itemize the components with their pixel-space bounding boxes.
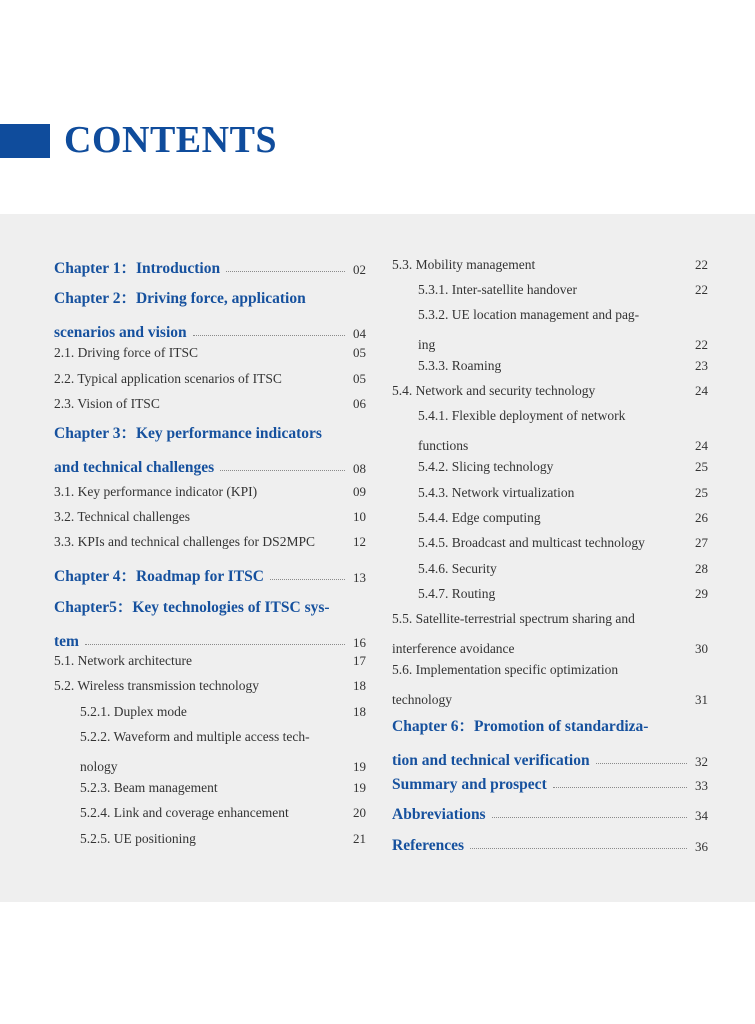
page-title: CONTENTS [64,119,278,161]
toc-panel [0,214,755,902]
toc-entry-5-2-2[interactable]: 5.2.2. Waveform and multiple access tech- nology 19 [80,729,366,774]
dot-leader [220,470,345,471]
toc-entry-references[interactable]: References 36 [392,837,708,854]
toc-entry-abbreviations[interactable]: Abbreviations 34 [392,806,708,823]
toc-entry-chapter-5[interactable]: Chapter5：Key technologies of ITSC sys- tem 16 [54,599,366,650]
dot-leader [596,763,687,764]
toc-entry-5-4-2[interactable]: 5.4.2. Slicing technology 25 [418,459,708,474]
toc-entry-5-4[interactable]: 5.4. Network and security technology 24 [392,383,708,398]
toc-entry-3-1[interactable]: 3.1. Key performance indicator (KPI) 09 [54,484,366,499]
toc-entry-5-6[interactable]: 5.6. Implementation specific optimization technology 31 [392,662,708,707]
dot-leader [553,787,687,788]
toc-entry-5-2-3[interactable]: 5.2.3. Beam management 19 [80,780,366,795]
toc-entry-chapter-4[interactable]: Chapter 4：Roadmap for ITSC 13 [54,568,366,585]
toc-entry-5-4-6[interactable]: 5.4.6. Security 28 [418,561,708,576]
toc-entry-5-5[interactable]: 5.5. Satellite-terrestrial spectrum sharing and interference avoidance 30 [392,611,708,656]
toc-entry-5-4-3[interactable]: 5.4.3. Network virtualization 25 [418,485,708,500]
toc-left-column [54,214,366,902]
toc-entry-5-2[interactable]: 5.2. Wireless transmission technology 18 [54,678,366,693]
dot-leader [492,817,687,818]
toc-entry-3-3[interactable]: 3.3. KPIs and technical challenges for DS2MPC 12 [54,534,366,549]
toc-entry-5-4-5[interactable]: 5.4.5. Broadcast and multicast technology 27 [418,535,708,550]
title-accent-bar [0,124,50,158]
toc-entry-5-4-4[interactable]: 5.4.4. Edge computing 26 [418,510,708,525]
toc-entry-2-1[interactable]: 2.1. Driving force of ITSC 05 [54,345,366,360]
dot-leader [85,644,345,645]
dot-leader [193,335,345,336]
toc-entry-2-2[interactable]: 2.2. Typical application scenarios of ITSC 05 [54,371,366,386]
toc-entry-chapter-3[interactable]: Chapter 3：Key performance indicators and technical challenges 08 [54,425,366,476]
dot-leader [470,848,687,849]
toc-entry-summary[interactable]: Summary and prospect 33 [392,776,708,793]
toc-entry-3-2[interactable]: 3.2. Technical challenges 10 [54,509,366,524]
toc-right-column [392,214,708,902]
toc-entry-5-3-3[interactable]: 5.3.3. Roaming 23 [418,358,708,373]
toc-entry-5-4-1[interactable]: 5.4.1. Flexible deployment of network functions 24 [418,408,708,453]
toc-entry-5-2-5[interactable]: 5.2.5. UE positioning 21 [80,831,366,846]
toc-entry-5-2-1[interactable]: 5.2.1. Duplex mode 18 [80,704,366,719]
toc-entry-2-3[interactable]: 2.3. Vision of ITSC 06 [54,396,366,411]
toc-entry-5-3[interactable]: 5.3. Mobility management 22 [392,257,708,272]
toc-entry-5-3-1[interactable]: 5.3.1. Inter-satellite handover 22 [418,282,708,297]
toc-entry-chapter-1[interactable]: Chapter 1：Introduction 02 [54,260,366,277]
toc-entry-chapter-6[interactable]: Chapter 6：Promotion of standardiza- tion and technical verification 32 [392,718,708,769]
toc-entry-5-3-2[interactable]: 5.3.2. UE location management and pag- ing 22 [418,307,708,352]
toc-entry-chapter-2[interactable]: Chapter 2：Driving force, application scenarios and vision 04 [54,290,366,341]
toc-entry-5-4-7[interactable]: 5.4.7. Routing 29 [418,586,708,601]
dot-leader [270,579,345,580]
toc-entry-5-1[interactable]: 5.1. Network architecture 17 [54,653,366,668]
dot-leader [226,271,345,272]
toc-entry-5-2-4[interactable]: 5.2.4. Link and coverage enhancement 20 [80,805,366,820]
